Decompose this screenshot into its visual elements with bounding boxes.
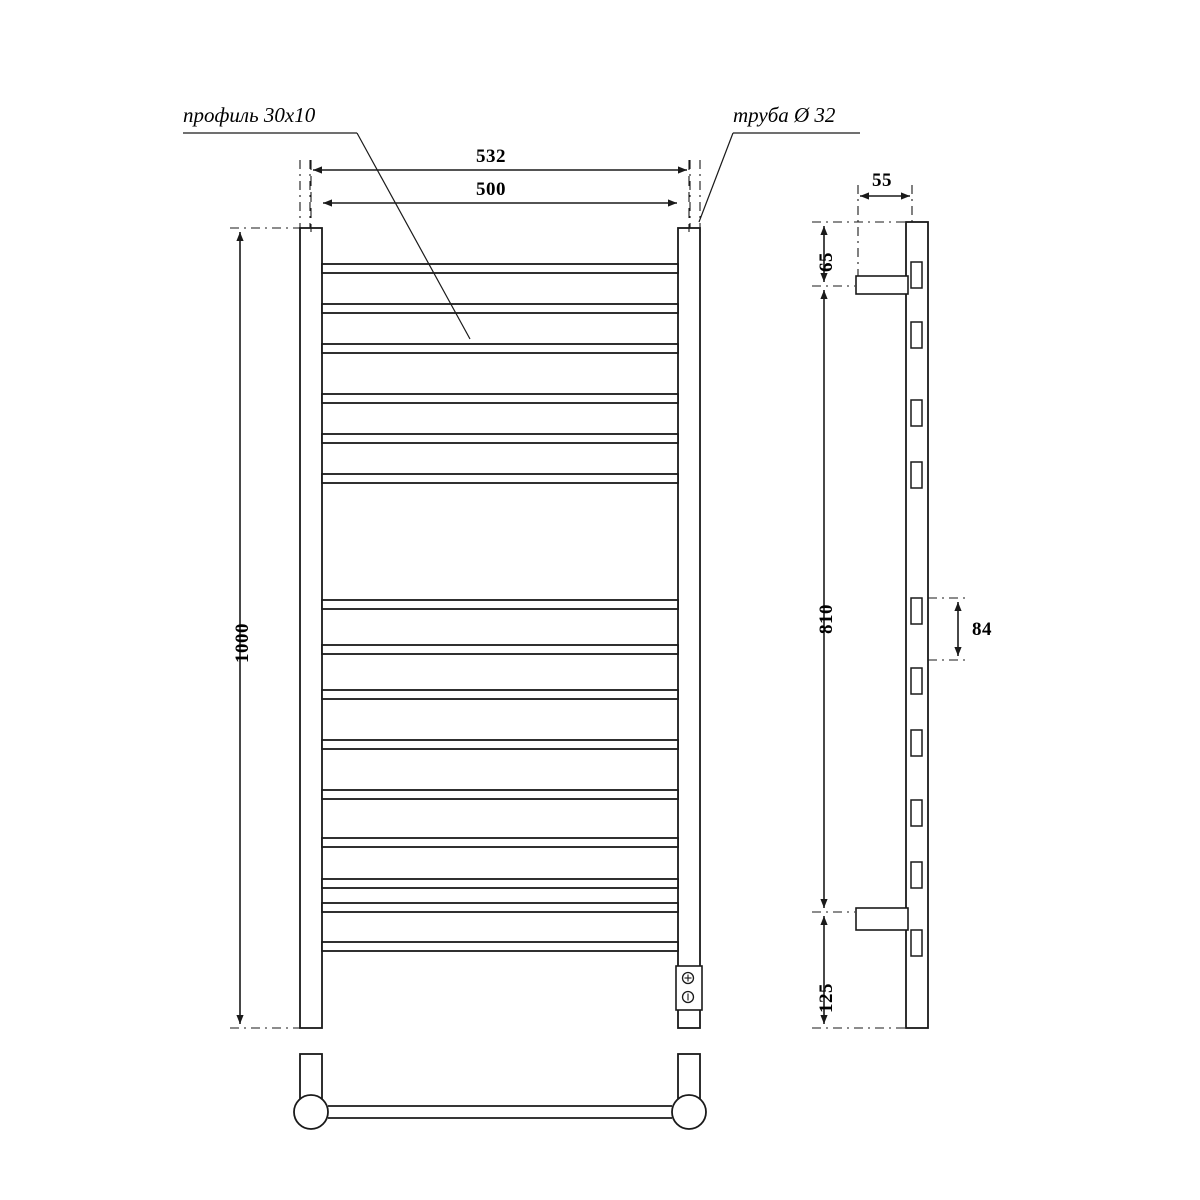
dim-label-55: 55 xyxy=(872,170,892,191)
bottom-view xyxy=(294,1054,706,1129)
dim-55 xyxy=(860,192,910,199)
leader-pipe xyxy=(699,133,860,222)
dim-label-500: 500 xyxy=(476,179,506,200)
front-control-box xyxy=(676,966,702,1010)
annotation-pipe: труба Ø 32 xyxy=(733,103,836,127)
annotation-profile: профиль 30x10 xyxy=(183,103,316,127)
dim-label-125: 125 xyxy=(816,983,837,1013)
dim-label-810: 810 xyxy=(816,604,837,634)
dim-label-1000: 1000 xyxy=(232,623,253,663)
front-rungs xyxy=(322,264,678,951)
dim-label-532: 532 xyxy=(476,146,506,167)
side-connectors xyxy=(856,276,908,930)
dim-810 xyxy=(820,290,827,908)
front-right-rail xyxy=(678,228,700,1028)
side-depth-extension-lines xyxy=(858,185,912,278)
dim-84 xyxy=(954,602,961,656)
side-84-extension-lines xyxy=(928,598,968,660)
dim-label-65: 65 xyxy=(816,252,837,272)
front-left-rail xyxy=(300,228,322,1028)
dim-label-84: 84 xyxy=(972,619,992,640)
